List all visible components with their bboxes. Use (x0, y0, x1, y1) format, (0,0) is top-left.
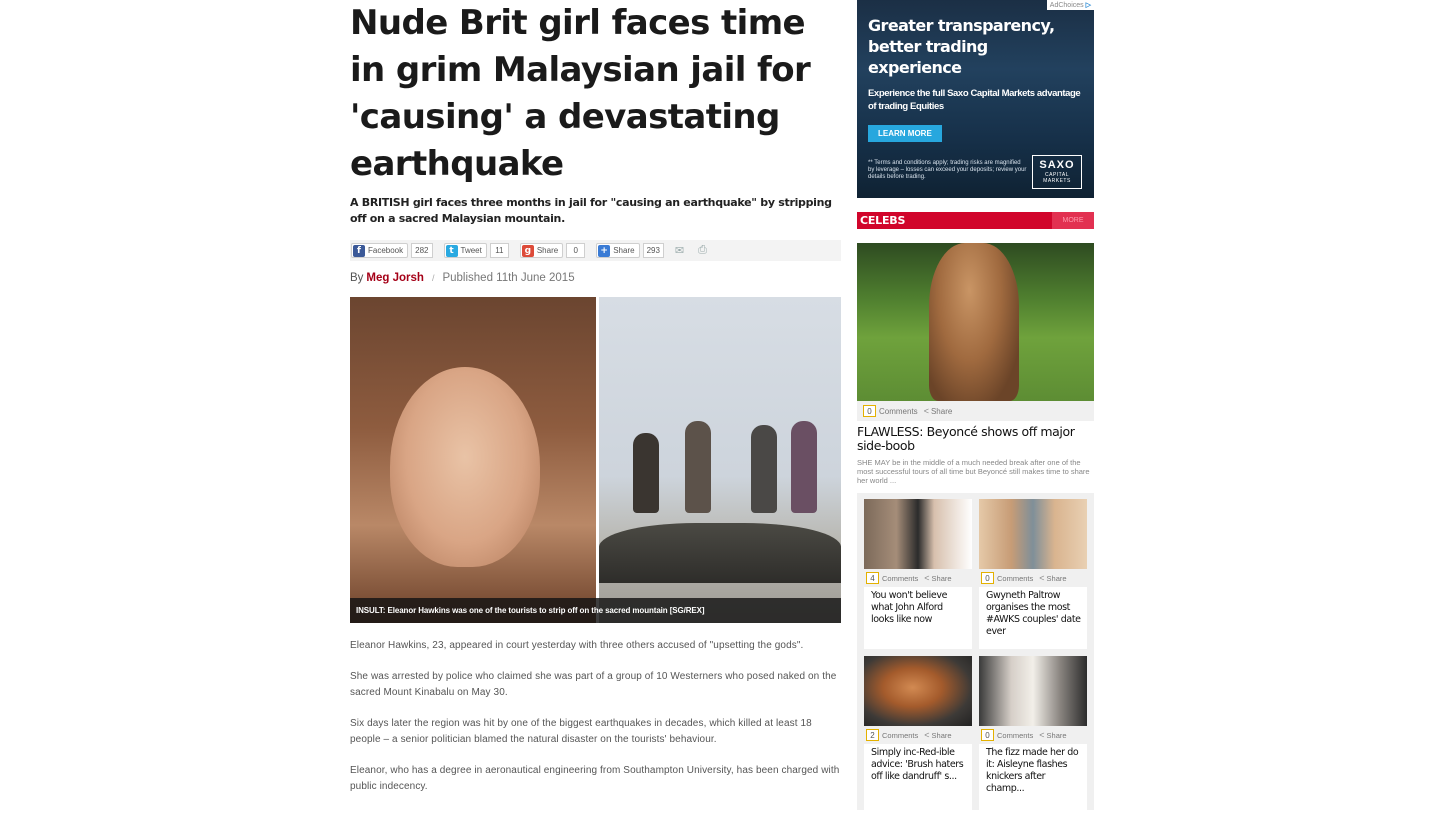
tweet-count: 11 (490, 243, 509, 258)
story-thumbnail[interactable] (979, 499, 1087, 569)
facebook-icon: f (353, 245, 365, 257)
article-paragraph: She was arrested by police who claimed she was part of a group of 10 Westerners who posed naked on the sacred Mount Kinabalu on May 30. (350, 671, 837, 698)
celebs-story-grid (857, 493, 1094, 810)
share-bar (350, 240, 841, 261)
print-icon[interactable]: ⎙ (698, 244, 707, 256)
feature-story[interactable] (857, 243, 1094, 491)
share-icon[interactable]: < (1039, 573, 1045, 583)
story-thumbnail[interactable] (864, 656, 972, 726)
hero-caption: INSULT: Eleanor Hawkins was one of the tourists to strip off on the sacred mountain [SG/REX] (350, 598, 841, 623)
facebook-share-count: 282 (411, 243, 432, 258)
story-card[interactable] (864, 656, 972, 810)
story-title[interactable]: You won't believe what John Alford looks like now (871, 590, 948, 625)
share-count: 293 (643, 243, 664, 258)
author-link[interactable]: Meg Jorsh (366, 272, 424, 284)
article-headline: Nude Brit girl faces time in grim Malaysian jail for 'causing' a devastating earthquake (350, 3, 811, 184)
comments-count-badge[interactable]: 2 (866, 729, 879, 741)
story-card[interactable] (979, 499, 1087, 649)
ad-fine-print: ** Terms and conditions apply; trading risks are magnified by leverage – losses can exceed your deposits; review your details before trading. (868, 160, 1027, 180)
portrait-face (390, 367, 540, 567)
article-body (350, 638, 841, 795)
ad-learn-more-button[interactable]: LEARN MORE (868, 125, 942, 142)
article-paragraph: Eleanor, who has a degree in aeronautical engineering from Southampton University, has been charged with public indecency. (350, 765, 840, 792)
tourist-figure (633, 433, 659, 513)
twitter-icon: t (446, 245, 458, 257)
published-date: Published 11th June 2015 (442, 272, 575, 284)
story-thumbnail[interactable] (979, 656, 1087, 726)
mountain-photo (599, 297, 841, 623)
facebook-share-button[interactable] (351, 243, 408, 258)
byline-separator: / (431, 273, 435, 283)
tourist-figure (751, 425, 777, 513)
story-meta (979, 569, 1087, 587)
feature-meta (857, 401, 1094, 421)
story-title[interactable]: Simply inc-Red-ible advice: 'Brush haters off like dandruff' s... (871, 747, 964, 782)
share-label[interactable]: Share (930, 406, 953, 416)
saxo-logo-text: SAXO (1039, 159, 1075, 171)
story-title[interactable]: Gwyneth Paltrow organises the most #AWKS couples' date ever (986, 590, 1081, 637)
feature-image[interactable] (857, 243, 1094, 401)
section-title[interactable]: CELEBS (860, 214, 906, 227)
comments-count-badge[interactable]: 4 (866, 572, 879, 584)
story-meta (864, 569, 972, 587)
comments-label[interactable]: Comments (997, 730, 1034, 740)
portrait-photo (350, 297, 596, 623)
adchoices-icon: ▷ (1085, 2, 1091, 9)
hero-image (350, 297, 841, 623)
feature-title[interactable]: FLAWLESS: Beyoncé shows off major side-boob (857, 421, 1094, 453)
comments-count-badge[interactable]: 0 (981, 729, 994, 741)
google-plus-share-label: Share (536, 246, 559, 255)
backpacks-pile (599, 523, 841, 583)
share-label: Share (613, 246, 635, 255)
generic-share-group (596, 243, 664, 258)
article-standfirst: A BRITISH girl faces three months in jail for "causing an earthquake" by stripping off on a sacred Malaysian mountain. (350, 196, 832, 225)
adchoices-badge[interactable] (1047, 0, 1094, 10)
tourist-figure (791, 421, 817, 513)
share-label[interactable]: Share (931, 730, 952, 740)
share-icon[interactable]: < (1039, 730, 1045, 740)
sidebar (857, 0, 1094, 810)
story-thumbnail[interactable] (864, 499, 972, 569)
section-more-link[interactable]: MORE (1052, 212, 1094, 229)
comments-label[interactable]: Comments (997, 573, 1034, 583)
story-card[interactable] (864, 499, 972, 649)
gplus-share-group (520, 243, 585, 258)
comments-label[interactable]: Comments (882, 730, 919, 740)
article-paragraph: Six days later the region was hit by one of the biggest earthquakes in decades, which killed at least 18 people – a senior politician blamed the natural disaster on the tourists' behaviour. (350, 718, 812, 745)
share-plus-icon: + (598, 245, 610, 257)
share-icon[interactable]: < (924, 730, 930, 740)
google-plus-icon: g (522, 245, 534, 257)
article-paragraph: Eleanor Hawkins, 23, appeared in court yesterday with three others accused of "upsetting the gods". (350, 640, 804, 651)
story-title[interactable]: The fizz made her do it: Aisleyne flashes knickers after champ... (986, 747, 1079, 794)
story-meta (864, 726, 972, 744)
share-label[interactable]: Share (1046, 730, 1067, 740)
share-button[interactable] (596, 243, 639, 258)
email-icon[interactable]: ✉ (674, 245, 685, 257)
facebook-share-group (351, 243, 433, 258)
advertisement[interactable] (857, 0, 1094, 198)
story-card[interactable] (979, 656, 1087, 810)
tweet-share-group (444, 243, 509, 258)
comments-label[interactable]: Comments (879, 406, 918, 416)
ad-headline-line: Greater transparency, (868, 16, 1055, 35)
google-plus-share-count: 0 (566, 243, 585, 258)
saxo-logo-subtext: CAPITAL MARKETS (1043, 172, 1071, 184)
feature-person (929, 243, 1019, 401)
tweet-button[interactable] (444, 243, 487, 258)
byline (350, 272, 841, 284)
ad-headline-line: better trading (868, 37, 988, 56)
celebs-section-header (857, 212, 1094, 229)
google-plus-share-button[interactable] (520, 243, 563, 258)
comments-count-badge[interactable]: 0 (981, 572, 994, 584)
byline-prefix: By (350, 272, 364, 284)
ad-subheading: Experience the full Saxo Capital Markets advantage of trading Equities (868, 88, 1081, 112)
tourist-figure (685, 421, 711, 513)
facebook-share-label: Facebook (368, 246, 404, 255)
share-icon[interactable]: < (924, 573, 930, 583)
share-label[interactable]: Share (1046, 573, 1067, 583)
ad-headline-line: experience (868, 58, 962, 77)
article (350, 0, 841, 810)
feature-description: SHE MAY be in the middle of a much needed break after one of the most successful tours of all time but Beyoncé still makes time to share her world ... (857, 453, 1094, 491)
tweet-label: Tweet (460, 246, 482, 255)
saxo-logo (1032, 155, 1082, 189)
share-icon[interactable]: < (923, 406, 929, 416)
share-label[interactable]: Share (931, 573, 952, 583)
story-meta (979, 726, 1087, 744)
adchoices-label: AdChoices (1049, 2, 1084, 9)
comments-label[interactable]: Comments (882, 573, 919, 583)
comments-count-badge[interactable]: 0 (863, 405, 876, 417)
ad-headline (868, 15, 1054, 78)
